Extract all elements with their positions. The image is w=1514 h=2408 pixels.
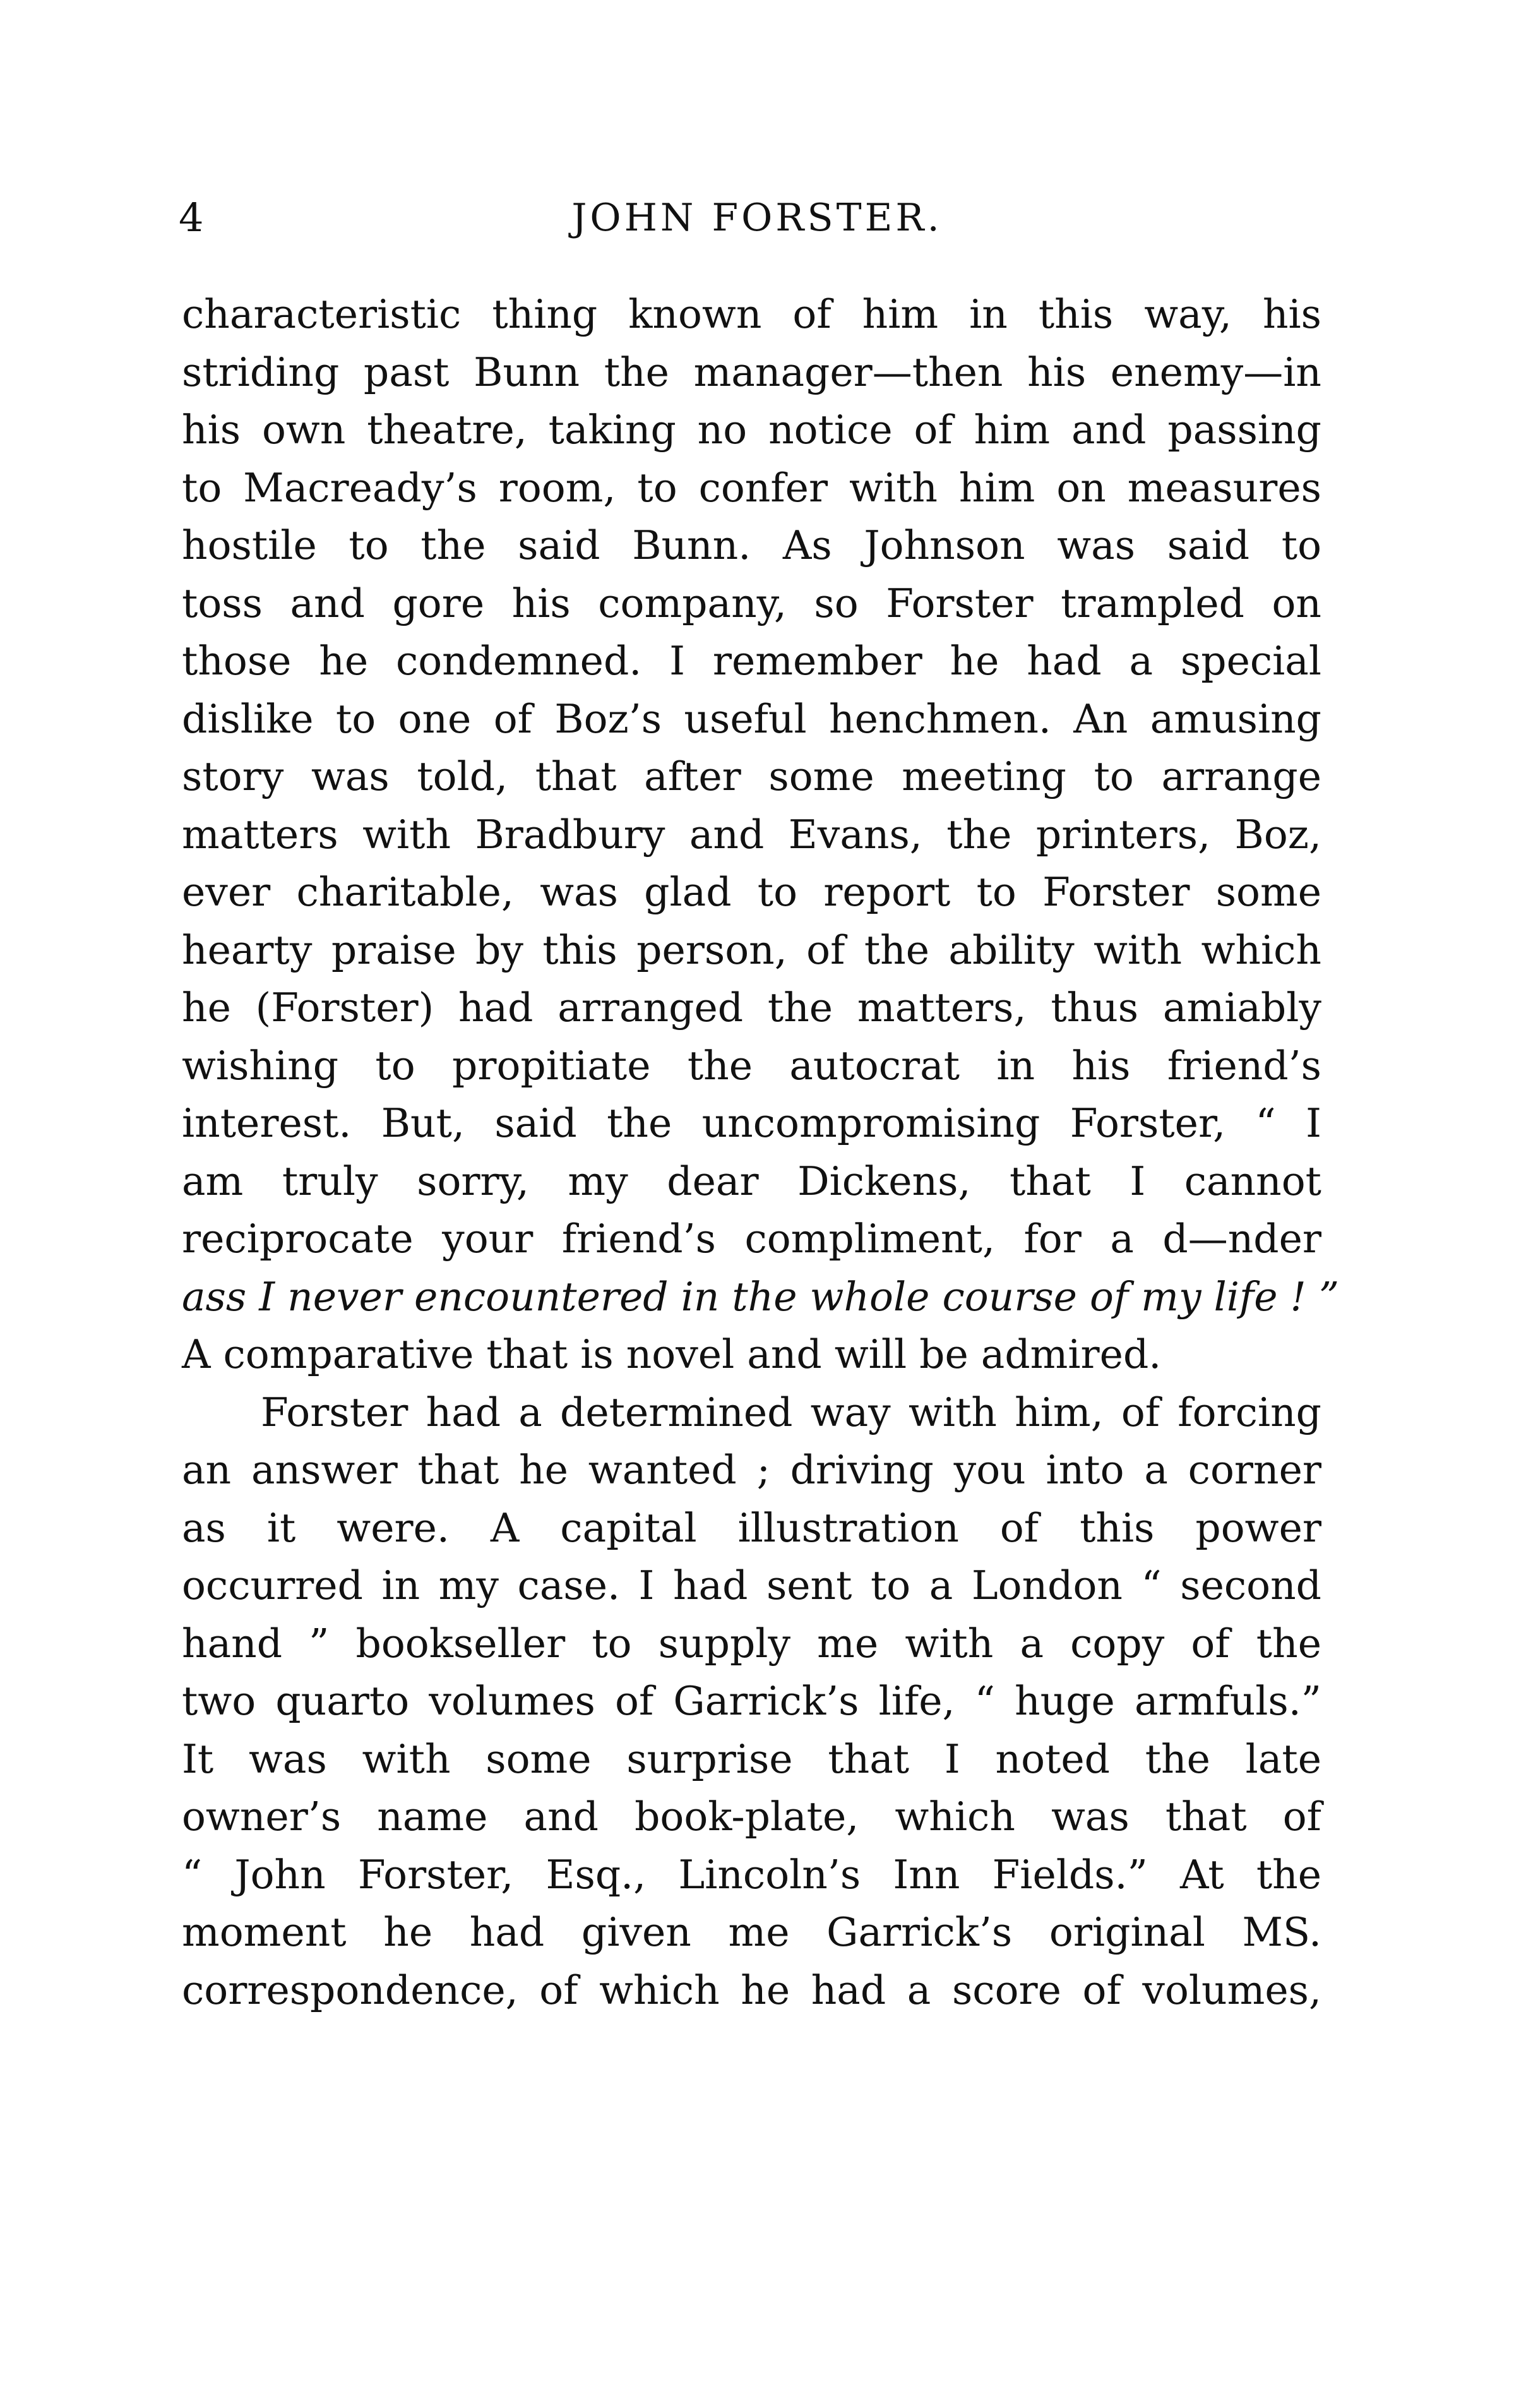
text-line: his own theatre, taking no notice of him and passing (182, 407, 1321, 453)
text-line: owner’s name and book-plate, which was that of (182, 1794, 1321, 1840)
text-line: he (Forster) had arranged the matters, thus amiably (182, 985, 1321, 1031)
text-line: matters with Bradbury and Evans, the printers, Boz, (182, 811, 1321, 858)
text-line: hearty praise by this person, of the ability with which (182, 926, 1321, 973)
text-line: It was with some surprise that I noted the late (182, 1735, 1321, 1782)
text-line: “ John Forster, Esq., Lincoln’s Inn Fields.” At the (182, 1851, 1321, 1898)
text-line: to Macready’s room, to confer with him on measures (182, 464, 1321, 511)
text-line: striding past Bunn the manager—then his enemy—in (182, 349, 1321, 395)
text-line: as it were. A capital illustration of this power (182, 1504, 1321, 1551)
text-line: moment he had given me Garrick’s original MS. (182, 1909, 1321, 1955)
running-head: JOHN FORSTER. (571, 196, 943, 240)
text-line-paragraph-start: Forster had a determined way with him, of forcing (261, 1389, 1321, 1435)
body-text (182, 285, 1340, 2019)
text-line: am truly sorry, my dear Dickens, that I cannot (182, 1158, 1321, 1204)
text-line: characteristic thing known of him in this way, his (182, 291, 1321, 337)
text-line: wishing to propitiate the autocrat in his friend’s (182, 1042, 1321, 1089)
text-line: interest. But, said the uncompromising Forster, “ I (182, 1100, 1321, 1146)
text-line-italic: ass I never encountered in the whole course of my life ! ” (182, 1273, 1340, 1320)
text-line: hand ” bookseller to supply me with a copy of the (182, 1620, 1321, 1667)
text-line: A comparative that is novel and will be admired. (182, 1331, 1162, 1377)
text-line: correspondence, of which he had a score of volumes, (182, 1967, 1321, 2013)
text-line: ever charitable, was glad to report to Forster some (182, 869, 1321, 915)
text-line: toss and gore his company, so Forster trampled on (182, 580, 1321, 626)
text-line: occurred in my case. I had sent to a London “ second (182, 1562, 1321, 1608)
text-line: reciprocate your friend’s compliment, for a d—nder (182, 1216, 1321, 1262)
text-line: story was told, that after some meeting to arrange (182, 753, 1321, 800)
text-line: those he condemned. I remember he had a special (182, 638, 1321, 684)
text-line: dislike to one of Boz’s useful henchmen. An amusing (182, 695, 1321, 742)
text-line: hostile to the said Bunn. As Johnson was said to (182, 522, 1321, 568)
text-line: two quarto volumes of Garrick’s life, “ huge armfuls.” (182, 1678, 1321, 1724)
text-line: an answer that he wanted ; driving you into a corner (182, 1447, 1321, 1493)
page-number: 4 (179, 195, 204, 241)
